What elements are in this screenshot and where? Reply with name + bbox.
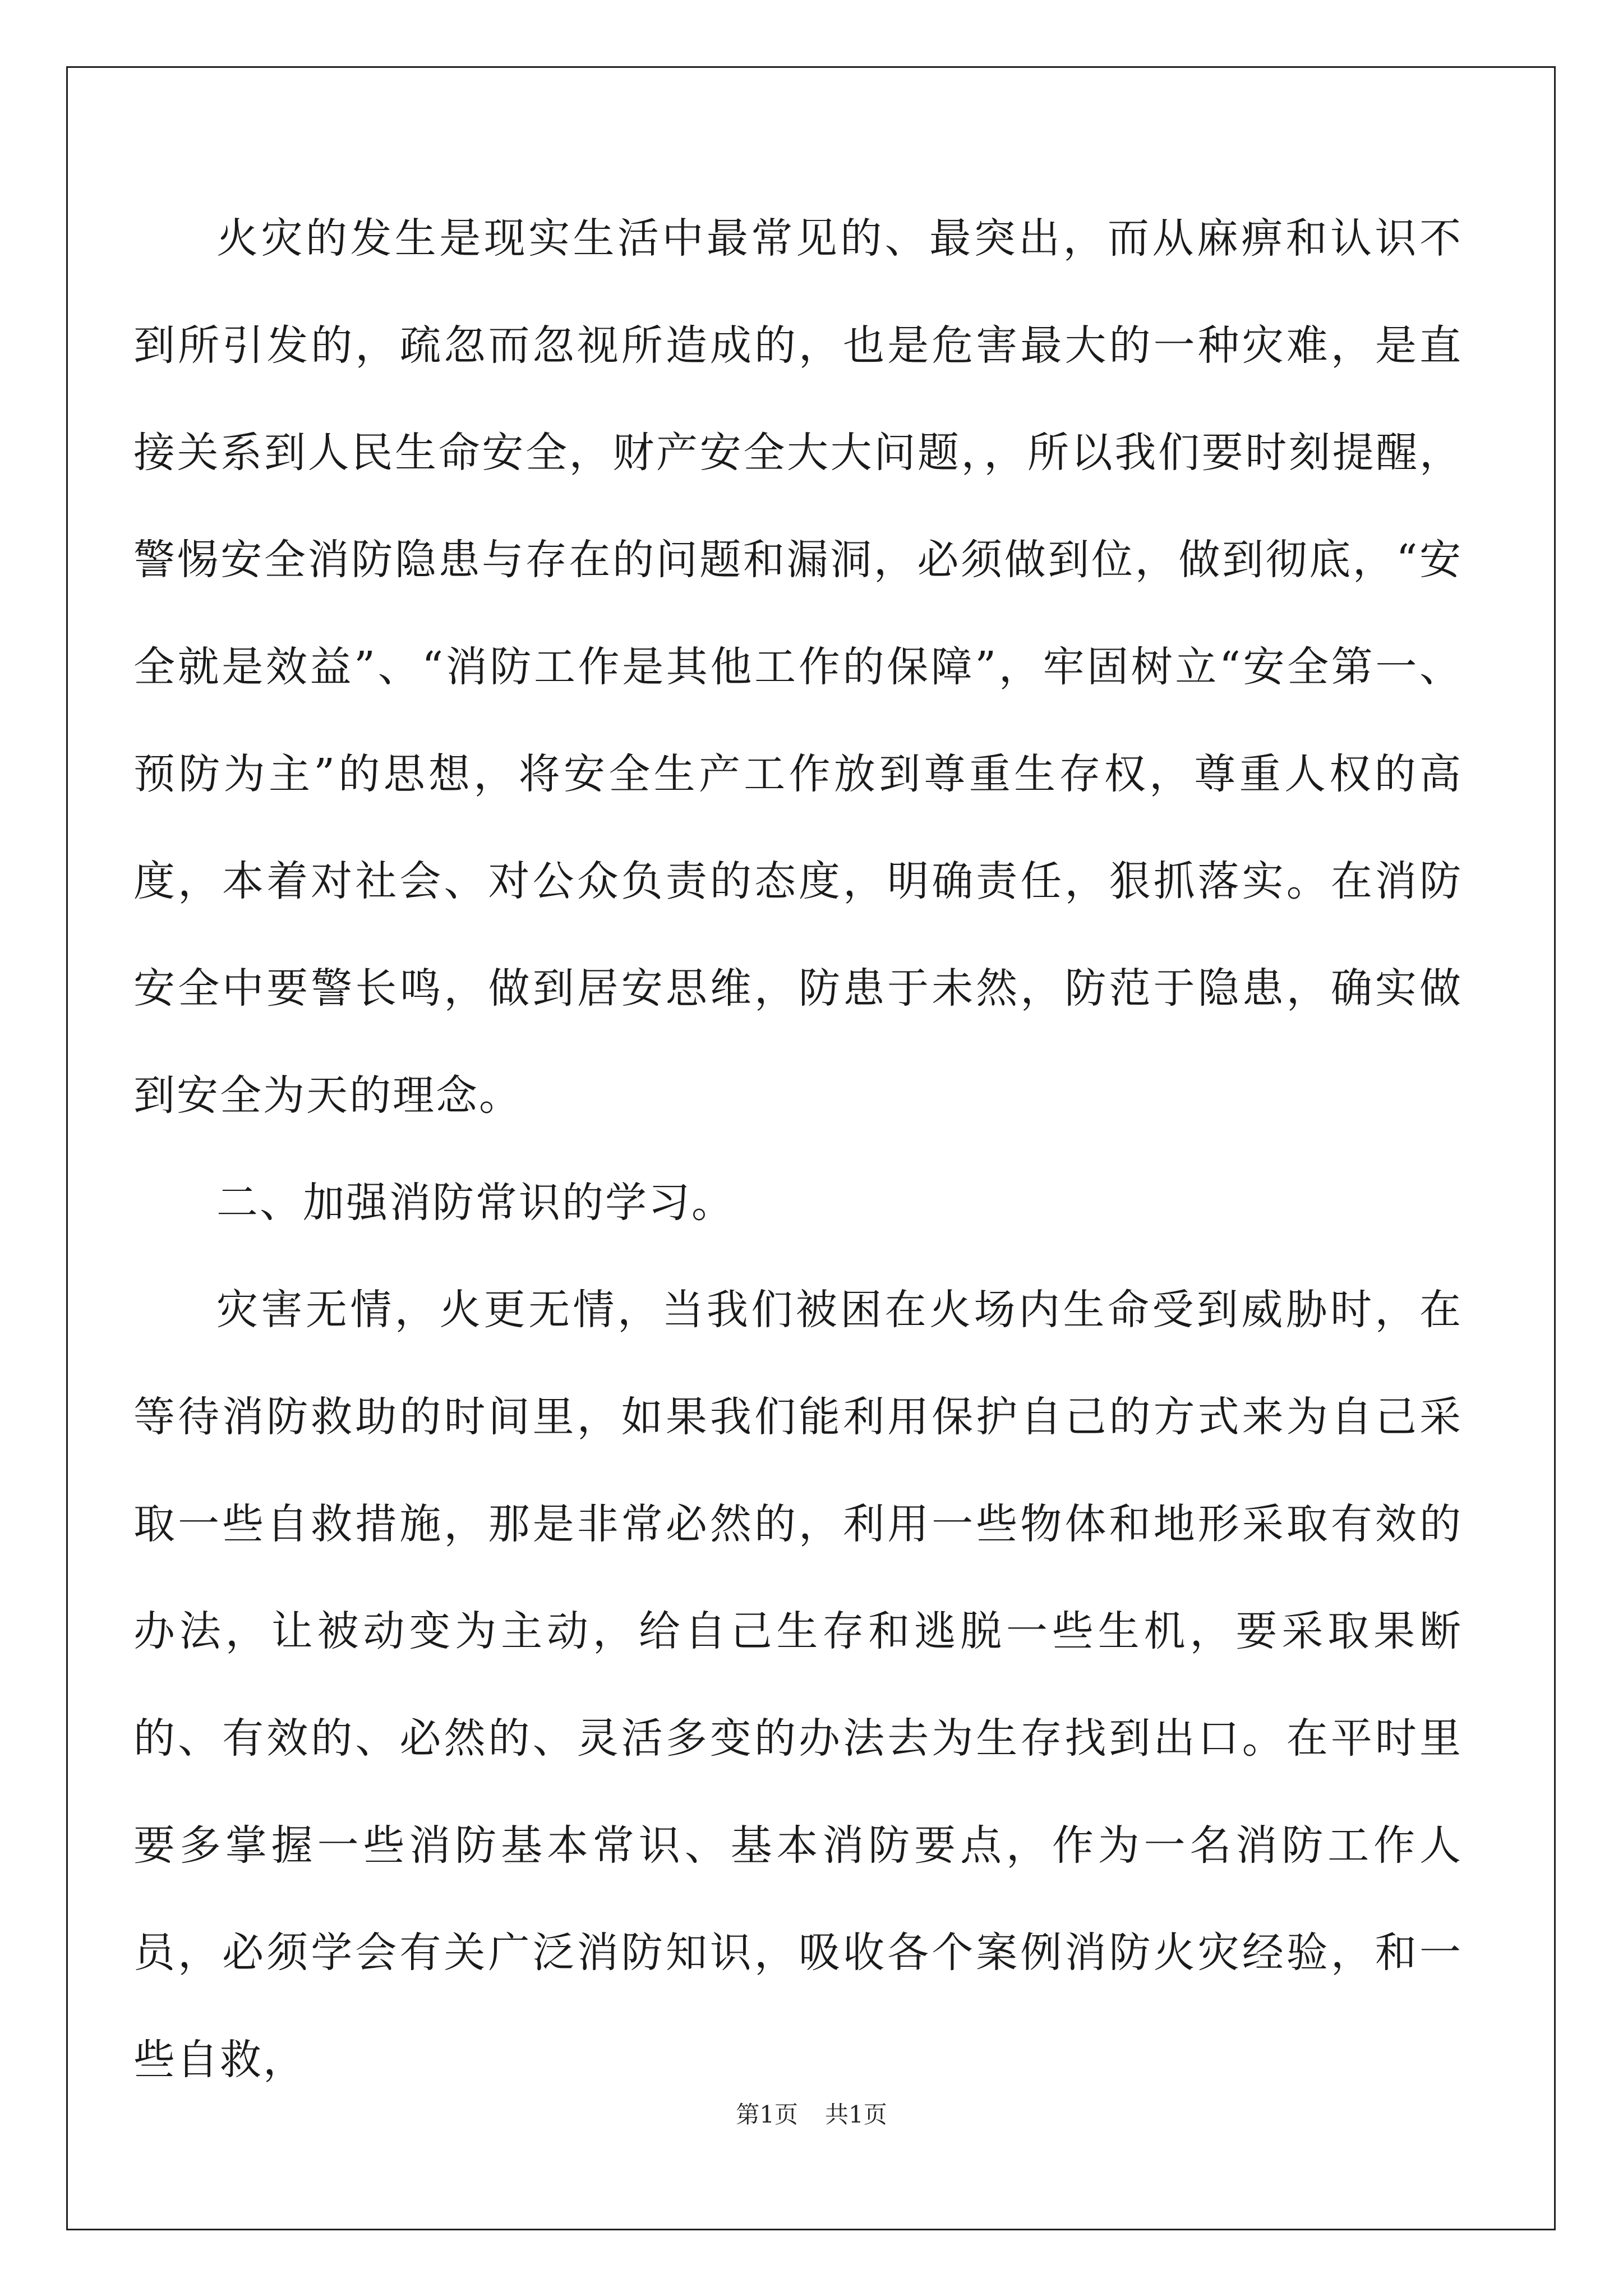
page-number: 第1页 (736, 2101, 798, 2128)
paragraph-fire-safety-awareness: 火灾的发生是现实生活中最常见的、最突出，而从麻痹和认识不到所引发的，疏忽而忽视所造成的，也是危害最大的一种灾难，是直接关系到人民生命安全，财产安全大大问题，，所以我们要时刻提醒，警惕安全消防隐患与存在的问题和漏洞，必须做到位，做到彻底，“安全就是效益”、“消防工作是其他工作的保障”，牢固树立“安全第一、预防为主”的思想，将安全生产工作放到尊重生存权，尊重人权的高度，本着对社会、对公众负责的态度，明确责任，狠抓落实。在消防安全中要警长鸣，做到居安思维，防患于未然，防范于隐患，确实做到安全为天的理念。 (133, 214, 1463, 1120)
paragraph-self-rescue: 灾害无情，火更无情，当我们被困在火场内生命受到威胁时，在等待消防救助的时间里，如果我们能利用保护自己的方式来为自己采取一些自救措施，那是非常必然的，利用一些物体和地形采取有效的办法，让被动变为主动，给自己生存和逃脱一些生机，要采取果断的、有效的、必然的、灵活多变的办法去为生存找到出口。在平时里要多掌握一些消防基本常识、基本消防要点，作为一名消防工作人员，必须学会有关广泛消防知识，吸收各个案例消防火灾经验，和一些自救， (133, 1286, 1463, 2084)
document-body (133, 185, 1463, 2114)
section-heading-fire-knowledge: 二、加强消防常识的学习。 (216, 1179, 735, 1227)
page-total: 共1页 (825, 2101, 887, 2128)
page-footer (0, 2098, 1623, 2132)
